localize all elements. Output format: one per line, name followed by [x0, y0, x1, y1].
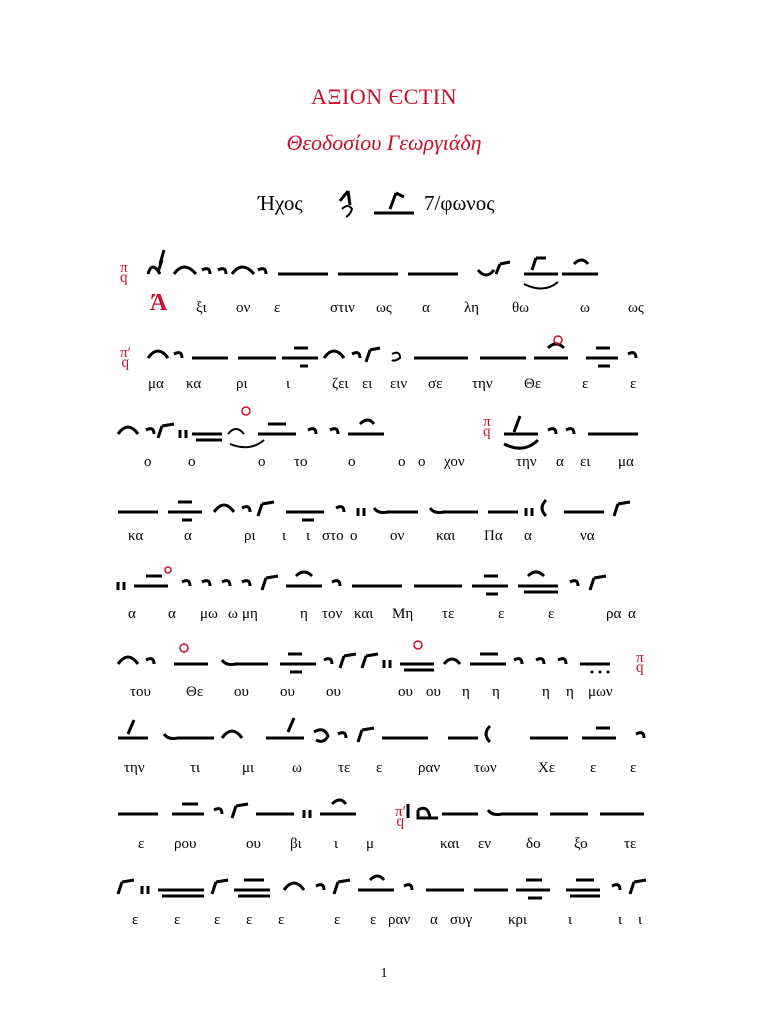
- lyric-syllable: ον: [390, 528, 405, 544]
- lyric-syllable: ω: [580, 300, 590, 316]
- neume-line-1: [118, 250, 652, 290]
- lyric-syllable: ι: [282, 528, 287, 544]
- lyric-syllable: α: [184, 528, 192, 544]
- lyric-syllable: βι: [290, 836, 302, 852]
- lyric-syllable: σε: [428, 376, 443, 392]
- lyric-syllable: η: [566, 684, 574, 700]
- lyric-syllable: ε: [376, 760, 383, 776]
- lyric-syllable: ο: [398, 454, 406, 470]
- neume-line-6: [118, 640, 652, 680]
- lyric-syllable: το: [294, 454, 308, 470]
- neume-line-2: [118, 334, 652, 374]
- lyric-syllable: α: [628, 606, 636, 622]
- page-title: ΑΞΙΟΝ ЄСΤΙΝ: [311, 84, 457, 109]
- lyric-syllable: Θε: [524, 376, 542, 392]
- lyric-syllable: ρι: [236, 376, 248, 392]
- lyric-syllable: η: [492, 684, 500, 700]
- lyric-syllable: ραν: [388, 912, 411, 928]
- lyric-syllable: ρι: [244, 528, 256, 544]
- lyric-syllable: συγ: [450, 912, 473, 928]
- lyric-syllable: ι: [618, 912, 623, 928]
- neume-line-5: [118, 562, 652, 602]
- martyria-mid-3: [483, 416, 491, 442]
- martyria-mark: ϥ: [121, 358, 130, 374]
- lyric-syllable: ι: [568, 912, 573, 928]
- lyric-syllable: ε: [590, 760, 597, 776]
- lyric-syllable: ξι: [196, 300, 207, 316]
- lyric-syllable: ειν: [390, 376, 408, 392]
- lyric-syllable: να: [580, 528, 595, 544]
- lyric-syllable: ο: [348, 454, 356, 470]
- red-ornament-icon: [240, 406, 252, 416]
- lyric-syllable: ω: [228, 606, 238, 622]
- lyric-syllable: ι: [638, 912, 643, 928]
- lyric-syllable: ρου: [174, 836, 197, 852]
- lyric-syllable: την: [472, 376, 493, 392]
- lyric-syllable: ε: [246, 912, 253, 928]
- lyrics-line-8: [118, 836, 652, 858]
- lyric-syllable: α: [430, 912, 438, 928]
- lyric-syllable: κα: [186, 376, 202, 392]
- lyric-syllable: ως: [376, 300, 392, 316]
- red-ornament-icon: [412, 640, 424, 650]
- lyric-syllable: ε: [630, 760, 637, 776]
- lyrics-line-5: [118, 606, 652, 628]
- lyric-syllable: ε: [370, 912, 377, 928]
- lyric-syllable: ρα: [606, 606, 622, 622]
- initial-letter: Ά: [150, 290, 168, 316]
- neume-line-8: [118, 790, 652, 833]
- lyric-syllable: α: [524, 528, 532, 544]
- lyric-syllable: ου: [426, 684, 441, 700]
- lyric-syllable: μη: [242, 606, 258, 622]
- lyric-syllable: Μη: [392, 606, 414, 622]
- lyric-syllable: α: [128, 606, 136, 622]
- neume-line-4: [118, 488, 652, 528]
- lyric-syllable: Πα: [484, 528, 503, 544]
- neume-line-9: [118, 866, 652, 906]
- lyric-syllable: η: [300, 606, 308, 622]
- martyria-mark: π: [120, 260, 128, 276]
- lyric-syllable: ε: [274, 300, 281, 316]
- lyric-syllable: ραν: [418, 760, 441, 776]
- lyric-syllable: τι: [190, 760, 201, 776]
- lyric-syllable: στο: [322, 528, 344, 544]
- lyric-syllable: λη: [464, 300, 479, 316]
- martyria-mark: π: [636, 650, 644, 666]
- lyric-syllable: Χε: [538, 760, 556, 776]
- lyric-syllable: ε: [334, 912, 341, 928]
- lyric-syllable: ο: [418, 454, 426, 470]
- lyric-syllable: μα: [618, 454, 634, 470]
- lyric-syllable: δο: [526, 836, 541, 852]
- mode-label: Ήχος: [258, 191, 303, 215]
- martyria-mark: π: [483, 414, 491, 430]
- lyrics-line-3: [118, 454, 652, 476]
- lyric-syllable: ι: [306, 528, 311, 544]
- lyric-syllable: τον: [322, 606, 343, 622]
- lyric-syllable: α: [422, 300, 430, 316]
- lyric-syllable: τε: [338, 760, 351, 776]
- lyric-syllable: ο: [188, 454, 196, 470]
- martyria-mark: ϥ: [636, 663, 644, 679]
- lyric-syllable: η: [462, 684, 470, 700]
- lyric-syllable: και: [354, 606, 374, 622]
- lyric-syllable: ζει: [332, 376, 349, 392]
- mode-line: [0, 185, 768, 225]
- lyric-syllable: Θε: [186, 684, 204, 700]
- lyric-syllable: μι: [242, 760, 255, 776]
- lyric-syllable: ι: [286, 376, 291, 392]
- lyrics-line-9: [118, 912, 652, 934]
- martyria-mark: π′: [120, 345, 131, 361]
- lyrics-line-7: [118, 760, 652, 782]
- lyrics-line-1: [118, 300, 652, 322]
- lyric-syllable: την: [516, 454, 537, 470]
- mode-suffix: 7/φωνος: [424, 191, 495, 215]
- lyric-syllable: ε: [582, 376, 589, 392]
- lyric-syllable: ε: [548, 606, 555, 622]
- lyric-syllable: ω: [292, 760, 302, 776]
- lyric-syllable: ο: [144, 454, 152, 470]
- lyric-syllable: ου: [280, 684, 295, 700]
- martyria-mark: ϥ: [120, 273, 128, 289]
- lyric-syllable: ου: [234, 684, 249, 700]
- lyrics-line-6: [118, 684, 652, 706]
- martyria-mark: π′: [395, 804, 406, 820]
- lyric-syllable: και: [436, 528, 456, 544]
- lyric-syllable: α: [168, 606, 176, 622]
- lyric-syllable: ως: [628, 300, 644, 316]
- lyric-syllable: των: [474, 760, 497, 776]
- page-number: 1: [380, 966, 388, 981]
- lyric-syllable: ξο: [574, 836, 588, 852]
- lyric-syllable: στιν: [330, 300, 355, 316]
- lyric-syllable: ι: [334, 836, 339, 852]
- martyria-mark: ϥ: [483, 427, 491, 443]
- lyric-syllable: ε: [132, 912, 139, 928]
- lyric-syllable: ει: [362, 376, 373, 392]
- lyric-syllable: χον: [444, 454, 465, 470]
- lyric-syllable: ου: [326, 684, 341, 700]
- martyria-mid-8: [395, 806, 406, 832]
- lyric-syllable: ο: [350, 528, 358, 544]
- lyric-syllable: ε: [278, 912, 285, 928]
- lyric-syllable: εν: [478, 836, 492, 852]
- lyric-syllable: ου: [246, 836, 261, 852]
- lyric-syllable: ε: [498, 606, 505, 622]
- martyria-mark: ϥ: [396, 817, 405, 833]
- lyric-syllable: τε: [442, 606, 455, 622]
- lyric-syllable: ει: [580, 454, 591, 470]
- mode-signature-icon: [334, 185, 424, 225]
- lyric-syllable: ου: [398, 684, 413, 700]
- lyrics-line-4: [118, 528, 652, 550]
- lyric-syllable: ε: [214, 912, 221, 928]
- lyric-syllable: η: [542, 684, 550, 700]
- lyric-syllable: ε: [174, 912, 181, 928]
- lyric-syllable: μα: [148, 376, 164, 392]
- martyria-end-6: [636, 652, 644, 678]
- neume-line-3: [118, 410, 652, 450]
- lyric-syllable: α: [556, 454, 564, 470]
- lyric-syllable: και: [440, 836, 460, 852]
- lyric-syllable: τε: [624, 836, 637, 852]
- lyric-syllable: κα: [128, 528, 144, 544]
- lyric-syllable: μω: [200, 606, 218, 622]
- lyric-syllable: μ: [366, 836, 375, 852]
- lyric-syllable: κρι: [508, 912, 528, 928]
- lyric-syllable: την: [124, 760, 145, 776]
- neume-line-7: [118, 714, 652, 754]
- lyric-syllable: ον: [236, 300, 251, 316]
- lyric-syllable: θω: [512, 300, 530, 316]
- composer-name: Θεοδοσίου Γεωργιάδη: [286, 130, 482, 155]
- lyric-syllable: ο: [258, 454, 266, 470]
- lyric-syllable: του: [130, 684, 151, 700]
- lyric-syllable: μων: [588, 684, 613, 700]
- lyric-syllable: ε: [630, 376, 637, 392]
- lyrics-line-2: [118, 376, 652, 398]
- lyric-syllable: ε: [138, 836, 145, 852]
